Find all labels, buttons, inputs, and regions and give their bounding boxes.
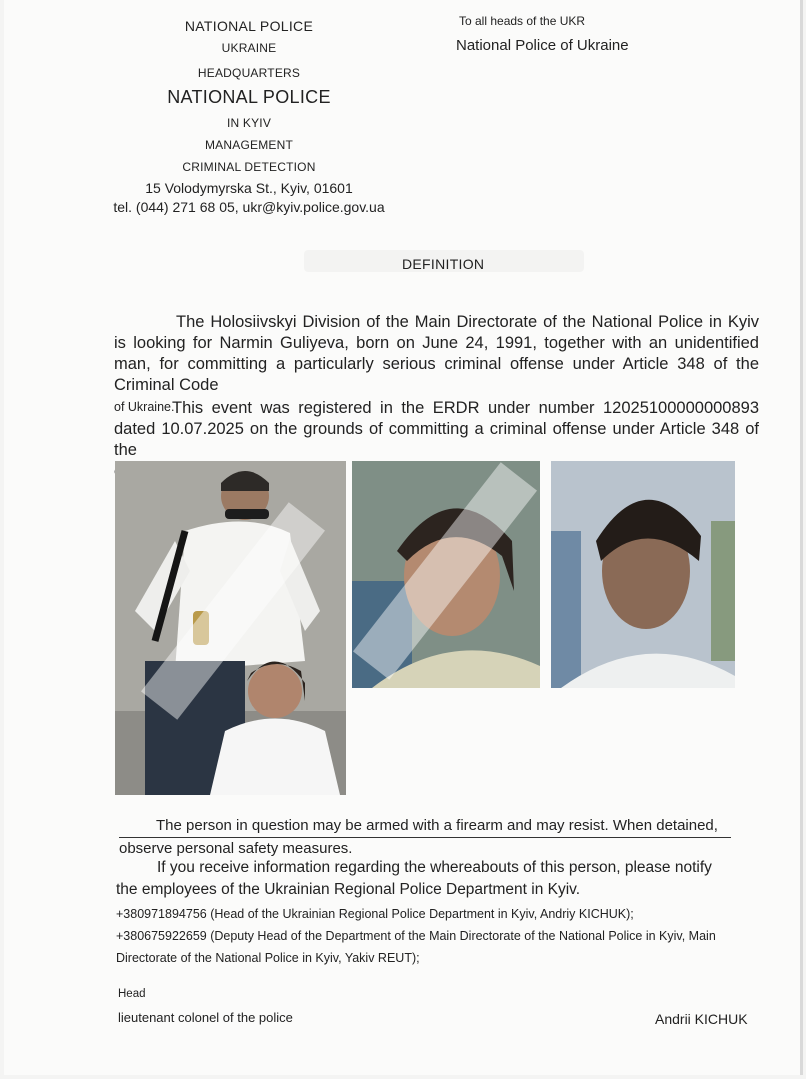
- signature-name: Andrii KICHUK: [655, 1011, 748, 1027]
- warning-line: observe personal safety measures.: [119, 840, 353, 857]
- contact-entry: +380971894756 (Head of the Ukrainian Regional Police Department in Kyiv, Andriy KICHUK);: [116, 907, 634, 921]
- header-line: HEADQUARTERS: [197, 66, 301, 80]
- issuer-contact: tel. (044) 271 68 05, ukr@kyiv.police.gov.ua: [113, 199, 385, 215]
- notify-line: the employees of the Ukrainian Regional Police Department in Kyiv.: [116, 881, 581, 898]
- warning-text: [119, 815, 759, 859]
- header-line: CRIMINAL DETECTION: [182, 160, 316, 174]
- suspects-photo: [115, 461, 346, 795]
- recipient-line: National Police of Ukraine: [456, 37, 629, 54]
- header-line: IN KYIV: [226, 116, 272, 130]
- contact-entry: +380675922659 (Deputy Head of the Department of the Main Directorate of the National Police in Kyiv, Main Directorate of the National Police in Kyiv, Yakiv REUT);: [116, 929, 716, 965]
- header-line: MANAGEMENT: [204, 138, 293, 152]
- issuer-address: 15 Volodymyrska St., Kyiv, 01601: [145, 180, 353, 196]
- woman-closeup-photo: [352, 461, 540, 688]
- man-closeup-illustration: [551, 461, 735, 688]
- document-title: DEFINITION: [402, 256, 485, 272]
- signature-title: Head: [118, 988, 146, 1000]
- warning-line: The person in question may be armed with a firearm and may resist. When detained,: [119, 815, 731, 838]
- signature-rank: lieutenant colonel of the police: [118, 1010, 293, 1025]
- notify-line: If you receive information regarding the whereabouts of this person, please notify: [157, 859, 712, 876]
- contact-list: [116, 903, 766, 969]
- recipient-line: To all heads of the UKR: [459, 14, 586, 28]
- paragraph-text: This event was registered in the ERDR under number 12025100000000893 dated 10.07.2025 on the grounds of committing a criminal offense under Article 348 of the: [114, 399, 759, 459]
- document-page: [4, 0, 803, 1075]
- man-closeup-photo: [551, 461, 735, 688]
- header-line: UKRAINE: [221, 41, 277, 55]
- paragraph-text: The Holosiivskyi Division of the Main Directorate of the National Police in Kyiv is looking for Narmin Guliyeva, born on June 24, 1991, together with an unidentified man, for committing a particularly serious criminal offense under Article 348 of the Criminal Code: [114, 313, 759, 394]
- notify-text: [116, 857, 766, 901]
- paragraph-tail: of Ukraine.: [114, 400, 175, 414]
- header-line: NATIONAL POLICE: [167, 87, 331, 107]
- header-line: NATIONAL POLICE: [184, 18, 314, 34]
